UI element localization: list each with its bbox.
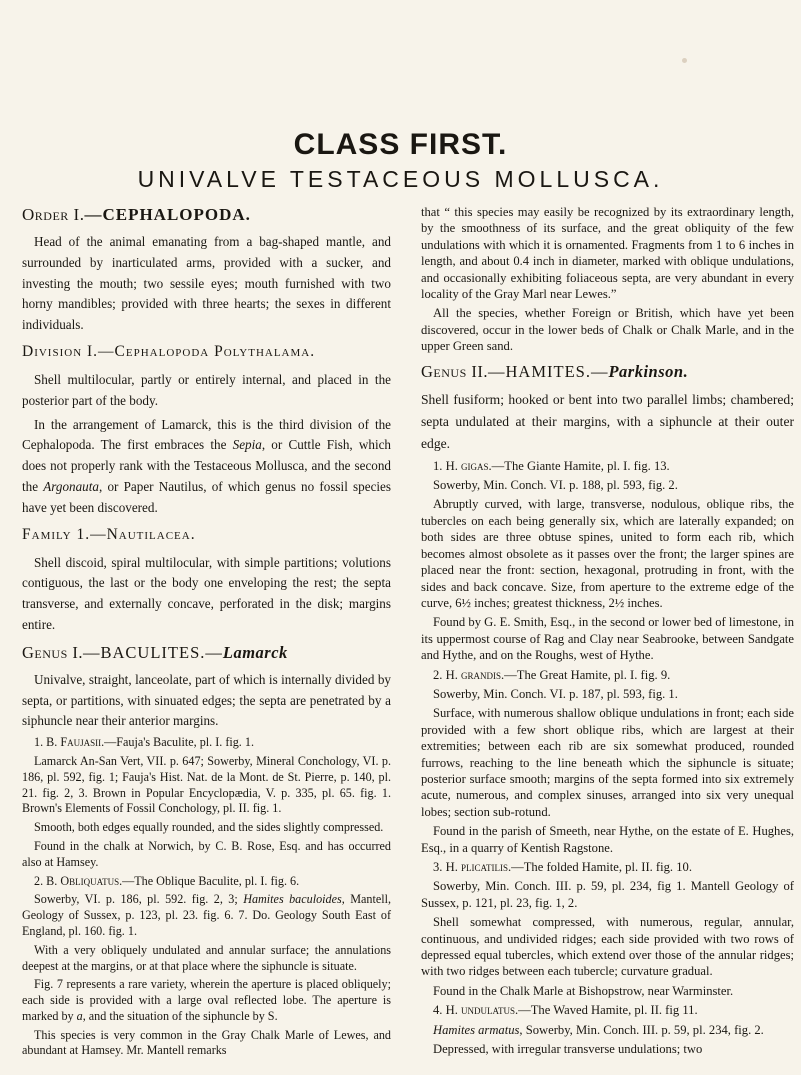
genus-heading-hamites	[421, 361, 794, 383]
text-span: Sowerby, VI. p. 186, pl. 592. fig. 2, 3;	[34, 892, 244, 907]
species-references: Sowerby, Min. Conch. III. p. 59, pl. 234, fig 1. Mantell Geology of Sussex, p. 121, pl. 23, fig. 1, 2.	[421, 879, 794, 910]
species-description: Abruptly curved, with large, transverse, nodulous, oblique ribs, the tubercles on each being generally six, which are laterally expanded; on both sides are three obtuse spines, united to form each rib, which becomes almost obsolete as it passes over the front; the larger spines are placed near the front: section, hexagonal, protruding in front, with the sides and back concave. Size, from aperture to the extreme edge of the curve, 6½ inches; greatest thickness, 2½ inches.	[421, 497, 794, 610]
species-common-name: .—The Waved Hamite, pl. II. fig 11.	[515, 1003, 698, 1018]
species-description: Surface, with numerous shallow oblique undulations in front; each side provided with a few short oblique ribs, which are largest at their extremities; between each rib are six somewhat produced, rounded furrows, reaching to the line beneath which the siphuncle is situate; posterior surface smooth; margins of the septa formed into six extremely acute, numerous, and complex sinuses, arranged into six very unequal lobes; section sub-rotund.	[421, 706, 794, 819]
species-entry-gigas	[421, 458, 794, 474]
species-common-name: .—The folded Hamite, pl. II. fig. 10.	[508, 860, 692, 874]
text-span: , Mantell, Geology of Sussex, p. 123, pl. 23. fig. 6. 7. Do. Geology South East of England, pl. 160. fig. 1.	[22, 892, 391, 938]
species-description: Depressed, with irregular transverse undulations; two	[433, 1042, 703, 1057]
text-span: , and the situation of the siphuncle by S.	[82, 1008, 278, 1023]
order-label: Order I.	[22, 205, 85, 224]
species-common-name: .—The Oblique Baculite, pl. I. fig. 6.	[119, 873, 300, 888]
synonym-name: Hamites baculoides	[243, 892, 342, 907]
genus-label: Genus II.	[421, 361, 488, 381]
genus-description: Univalve, straight, lanceolate, part of which is internally divided by septa, or partitions, with sinuated edges; the septa are penetrated by a siphuncle near their anterior margins.	[22, 671, 391, 729]
species-name: undulatus	[461, 1003, 515, 1018]
species-name: Faujasii	[60, 735, 102, 750]
species-name: grandis	[461, 667, 502, 682]
genus-description: Shell fusiform; hooked or bent into two parallel limbs; chambered; septa undulated at their margins, with a siphuncle at their outer edge.	[421, 391, 794, 451]
species-common-name: .—The Great Hamite, pl. I. fig. 9.	[501, 667, 671, 682]
text-span: In the arrangement of Lamarck, this is the third division of the Cephalopoda. The first embraces the	[22, 416, 391, 453]
species-references	[22, 892, 391, 939]
text-span: , Sowerby, Min. Conch. III. p. 59, pl. 234, fig. 2.	[519, 1022, 764, 1037]
species-name: plicatilis	[461, 860, 508, 874]
genus-name-argonauta: Argonauta	[43, 478, 99, 494]
paper-smudge	[682, 58, 687, 63]
division-paragraph-2	[22, 415, 391, 519]
species-entry-plicatilis	[421, 859, 794, 875]
species-entry-faujasii	[22, 735, 391, 751]
species-description: Smooth, both edges equally rounded, and the sides slightly compressed.	[34, 820, 384, 835]
species-references	[421, 1022, 794, 1038]
species-common-name: .—The Giante Hamite, pl. I. fig. 13.	[488, 458, 670, 473]
species-locality: This species is very common in the Gray Chalk Marle of Lewes, and abundant at Hamsey. Mr. Mantell remarks	[22, 1027, 391, 1058]
left-column	[22, 204, 391, 1062]
class-subtitle: UNIVALVE TESTACEOUS MOLLUSCA.	[137, 166, 664, 192]
class-heading: CLASS FIRST.	[293, 128, 508, 161]
text-span: , or Cuttle Fish, which does not properly rank with the Testaceous Mollusca, and the second the	[22, 437, 391, 494]
genus-author: Lamarck	[222, 642, 288, 662]
synonym-name: Hamites armatus	[433, 1022, 520, 1037]
right-column	[421, 204, 794, 1060]
species-locality: Found in the chalk at Norwich, by C. B. Rose, Esq. and has occurred also at Hamsey.	[22, 838, 391, 869]
genus-label: Genus I.	[22, 642, 83, 662]
text-span: Fig. 7 represents a rare variety, wherein the aperture is placed obliquely; each side is provided with a large oval reflected lobe. The aperture is marked by	[22, 977, 391, 1023]
order-heading	[22, 204, 391, 226]
species-description: Shell somewhat compressed, with numerous, regular, annular, continuous, and undivided ridges; each side provided with two rows of depressed equal tubercles, which extend over those of the annular ridges; with two ridges between each tubercle; curvature gradual.	[421, 915, 794, 979]
genus-author: Parkinson.	[608, 361, 689, 381]
family-heading: Family 1.—Nautilacea.	[22, 525, 196, 543]
species-locality: Found in the parish of Smeeth, near Hythe, on the estate of E. Hughes, Esq., in a quarry of Kentish Ragstone.	[421, 824, 794, 855]
species-number: 1. H.	[433, 458, 461, 473]
species-description: With a very obliquely undulated and annular surface; the annulations deepest at the margins, or at that place where the siphuncle is situate.	[22, 942, 391, 973]
genus-name-sepia: Sepia	[232, 437, 262, 453]
family-description: Shell discoid, spiral multilocular, with simple partitions; volutions contiguous, the last or the body one enveloping the rest; the septa transverse, and externally concave, perforated in the disk; margins entire.	[22, 554, 391, 632]
species-name: gigas	[461, 458, 489, 473]
continued-quote: that “ this species may easily be recognized by its extraordinary length, by the smoothness of its surface, and the great obliquity of the few undulations with which it is ornamented. Fragments from 1 to 6 inches in length, and about 0.4 inch in diameter, marked with oblique undulations, and occasionally exhibiting foliaceous septa, are very abundant in every locality of the Gray Marl near Lewes.”	[421, 205, 794, 302]
species-references: Sowerby, Min. Conch. VI. p. 187, pl. 593, fig. 1.	[433, 686, 678, 701]
species-references: Lamarck An-San Vert, VII. p. 647; Sowerby, Mineral Conchology, VI. p. 186, pl. 592, fig. 1; Fauja's Hist. Nat. de la Mont. de St. Pierre, p. 140, pl. 21. fig. 2, 3. Brown in Popular Encyclopædia, V. p. 335, pl. 65. fig. 1. Brown's Elements of Fossil Conchology, pl. II. fig. 1.	[22, 753, 391, 816]
division-paragraph-1: Shell multilocular, partly or entirely internal, and placed in the posterior part of the body.	[22, 371, 391, 408]
species-number: 3. H.	[433, 860, 461, 874]
species-entry-obliquatus	[22, 874, 391, 890]
species-entry-grandis	[421, 667, 794, 683]
species-number: 4. H.	[433, 1003, 461, 1018]
genus-heading-baculites	[22, 642, 391, 664]
figure-note	[22, 977, 391, 1024]
species-locality: Found in the Chalk Marle at Bishopstrow, near Warminster.	[433, 983, 734, 998]
figure-letter: a	[76, 1008, 83, 1023]
genus-title: —BACULITES.—	[83, 642, 223, 662]
all-species-note: All the species, whether Foreign or British, which have yet been discovered, occur in the lower beds of Chalk or Chalk Marle, and in the upper Green sand.	[421, 306, 794, 354]
order-title: —CEPHALOPODA.	[84, 205, 251, 224]
species-number: 1. B.	[34, 735, 61, 750]
species-number: 2. B.	[34, 873, 61, 888]
order-description: Head of the animal emanating from a bag-shaped mantle, and surrounded by inarticulated arms, provided with a sucker, and investing the mouth; two sessile eyes; mouth furnished with two horny mandibles; provided with three hearts; the sexes in different individuals.	[22, 234, 391, 333]
text-span: , or Paper Nautilus, of which genus no fossil species have yet been discovered.	[22, 478, 391, 515]
species-entry-undulatus	[421, 1002, 794, 1018]
species-name: Obliquatus	[60, 873, 120, 888]
species-number: 2. H.	[433, 667, 461, 682]
division-heading: Division I.—Cephalopoda Polythalama.	[22, 342, 316, 360]
species-common-name: .—Fauja's Baculite, pl. I. fig. 1.	[101, 735, 254, 750]
genus-title: —HAMITES.—	[488, 361, 609, 381]
species-locality: Found by G. E. Smith, Esq., in the second or lower bed of limestone, in its uppermost course of Rag and Clay near Seabrooke, between Sandgate and Hythe, and on the Roughs, west of Hythe.	[421, 615, 794, 663]
species-references: Sowerby, Min. Conch. VI. p. 188, pl. 593, fig. 2.	[433, 478, 678, 493]
